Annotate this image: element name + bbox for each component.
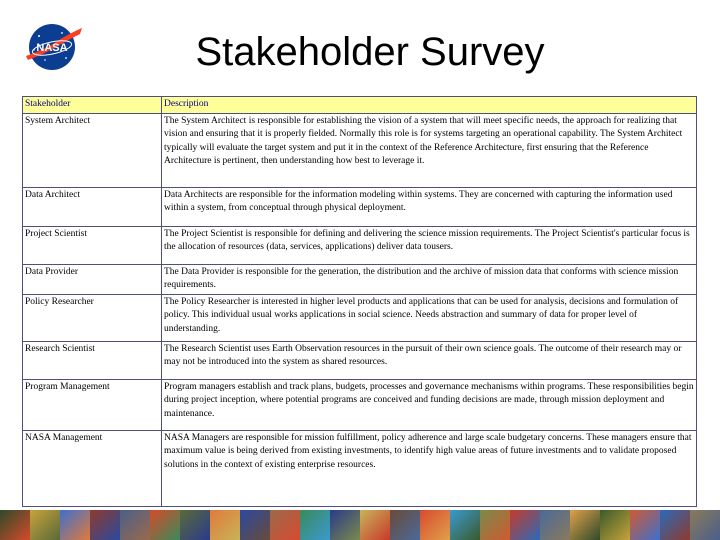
imagery-tile: [210, 510, 240, 540]
stakeholder-cell: Policy Researcher: [23, 294, 162, 341]
table-header-row: [23, 97, 697, 114]
table-row: [23, 113, 697, 187]
stakeholder-cell: Program Management: [23, 379, 162, 430]
description-cell: The System Architect is responsible for establishing the vision of a system that will meet specific needs, the approach for realizing that vision and ensuring that it is properly fielded. Normally this role is for systems targeting an operational capability. The System Architect typically will evaluate the target system and put it in the context of the Reference Architecture, first ensuring that the Reference Architecture is pertinent, then understanding how best to leverage it.: [162, 113, 697, 187]
imagery-tile: [690, 510, 720, 540]
imagery-tile: [120, 510, 150, 540]
imagery-tile: [300, 510, 330, 540]
column-header-stakeholder: Stakeholder: [23, 97, 162, 114]
stakeholder-cell: Research Scientist: [23, 341, 162, 379]
table-row: [23, 226, 697, 264]
table-row: [23, 430, 697, 506]
imagery-tile: [330, 510, 360, 540]
stakeholder-cell: NASA Management: [23, 430, 162, 506]
imagery-tile: [480, 510, 510, 540]
imagery-tile: [150, 510, 180, 540]
imagery-tile: [240, 510, 270, 540]
imagery-tile: [390, 510, 420, 540]
description-cell: Program managers establish and track plans, budgets, processes and governance mechanisms within programs. These responsibilities begin during project inception, where potential programs are conceived and funding decisions are made, through mission deployment and maintenance.: [162, 379, 697, 430]
description-cell: The Data Provider is responsible for the generation, the distribution and the archive of mission data that conforms with science mission requirements.: [162, 264, 697, 294]
imagery-tile: [540, 510, 570, 540]
imagery-tile: [450, 510, 480, 540]
imagery-tile: [60, 510, 90, 540]
nasa-meatball-icon: [22, 22, 84, 72]
description-cell: The Project Scientist is responsible for defining and delivering the science mission requirements. The Project Scientist's particular focus is the allocation of resources (data, services, applications) deliver data tousers.: [162, 226, 697, 264]
description-cell: The Research Scientist uses Earth Observation resources in the pursuit of their own science goals. The outcome of their research may or may not be introduced into the system as shared resources.: [162, 341, 697, 379]
table-row: [23, 341, 697, 379]
stakeholder-cell: Data Provider: [23, 264, 162, 294]
imagery-tile: [0, 510, 30, 540]
description-cell: Data Architects are responsible for the information modeling within systems. They are concerned with capturing the information used within a system, from conceptual through physical deployment.: [162, 187, 697, 226]
imagery-tile: [570, 510, 600, 540]
imagery-tile: [660, 510, 690, 540]
stakeholder-cell: Data Architect: [23, 187, 162, 226]
earth-imagery-strip: [0, 510, 720, 540]
table-row: [23, 379, 697, 430]
logo-wordmark: NASA: [36, 42, 68, 54]
imagery-tile: [510, 510, 540, 540]
imagery-tile: [600, 510, 630, 540]
imagery-tile: [30, 510, 60, 540]
stakeholder-cell: Project Scientist: [23, 226, 162, 264]
table-row: [23, 294, 697, 341]
imagery-tile: [630, 510, 660, 540]
page-title: Stakeholder Survey: [195, 30, 545, 74]
stakeholder-table: [22, 96, 697, 507]
description-cell: The Policy Researcher is interested in higher level products and applications that can be used for analysis, decisions and formulation of policy. This individual usual works applications in social science. Needs abstraction and summary of data for proper level of understanding.: [162, 294, 697, 341]
table-row: [23, 264, 697, 294]
imagery-tile: [420, 510, 450, 540]
imagery-tile: [90, 510, 120, 540]
imagery-tile: [360, 510, 390, 540]
imagery-tile: [270, 510, 300, 540]
description-cell: NASA Managers are responsible for mission fulfillment, policy adherence and large scale budgetary concerns. These managers ensure that maximum value is being derived from existing investments, to identify high value areas of future investments and to validate proposed solutions in the context of existing enterprise resources.: [162, 430, 697, 506]
nasa-logo: [22, 22, 84, 72]
column-header-description: Description: [162, 97, 697, 114]
stakeholder-cell: System Architect: [23, 113, 162, 187]
imagery-tile: [180, 510, 210, 540]
table-row: [23, 187, 697, 226]
